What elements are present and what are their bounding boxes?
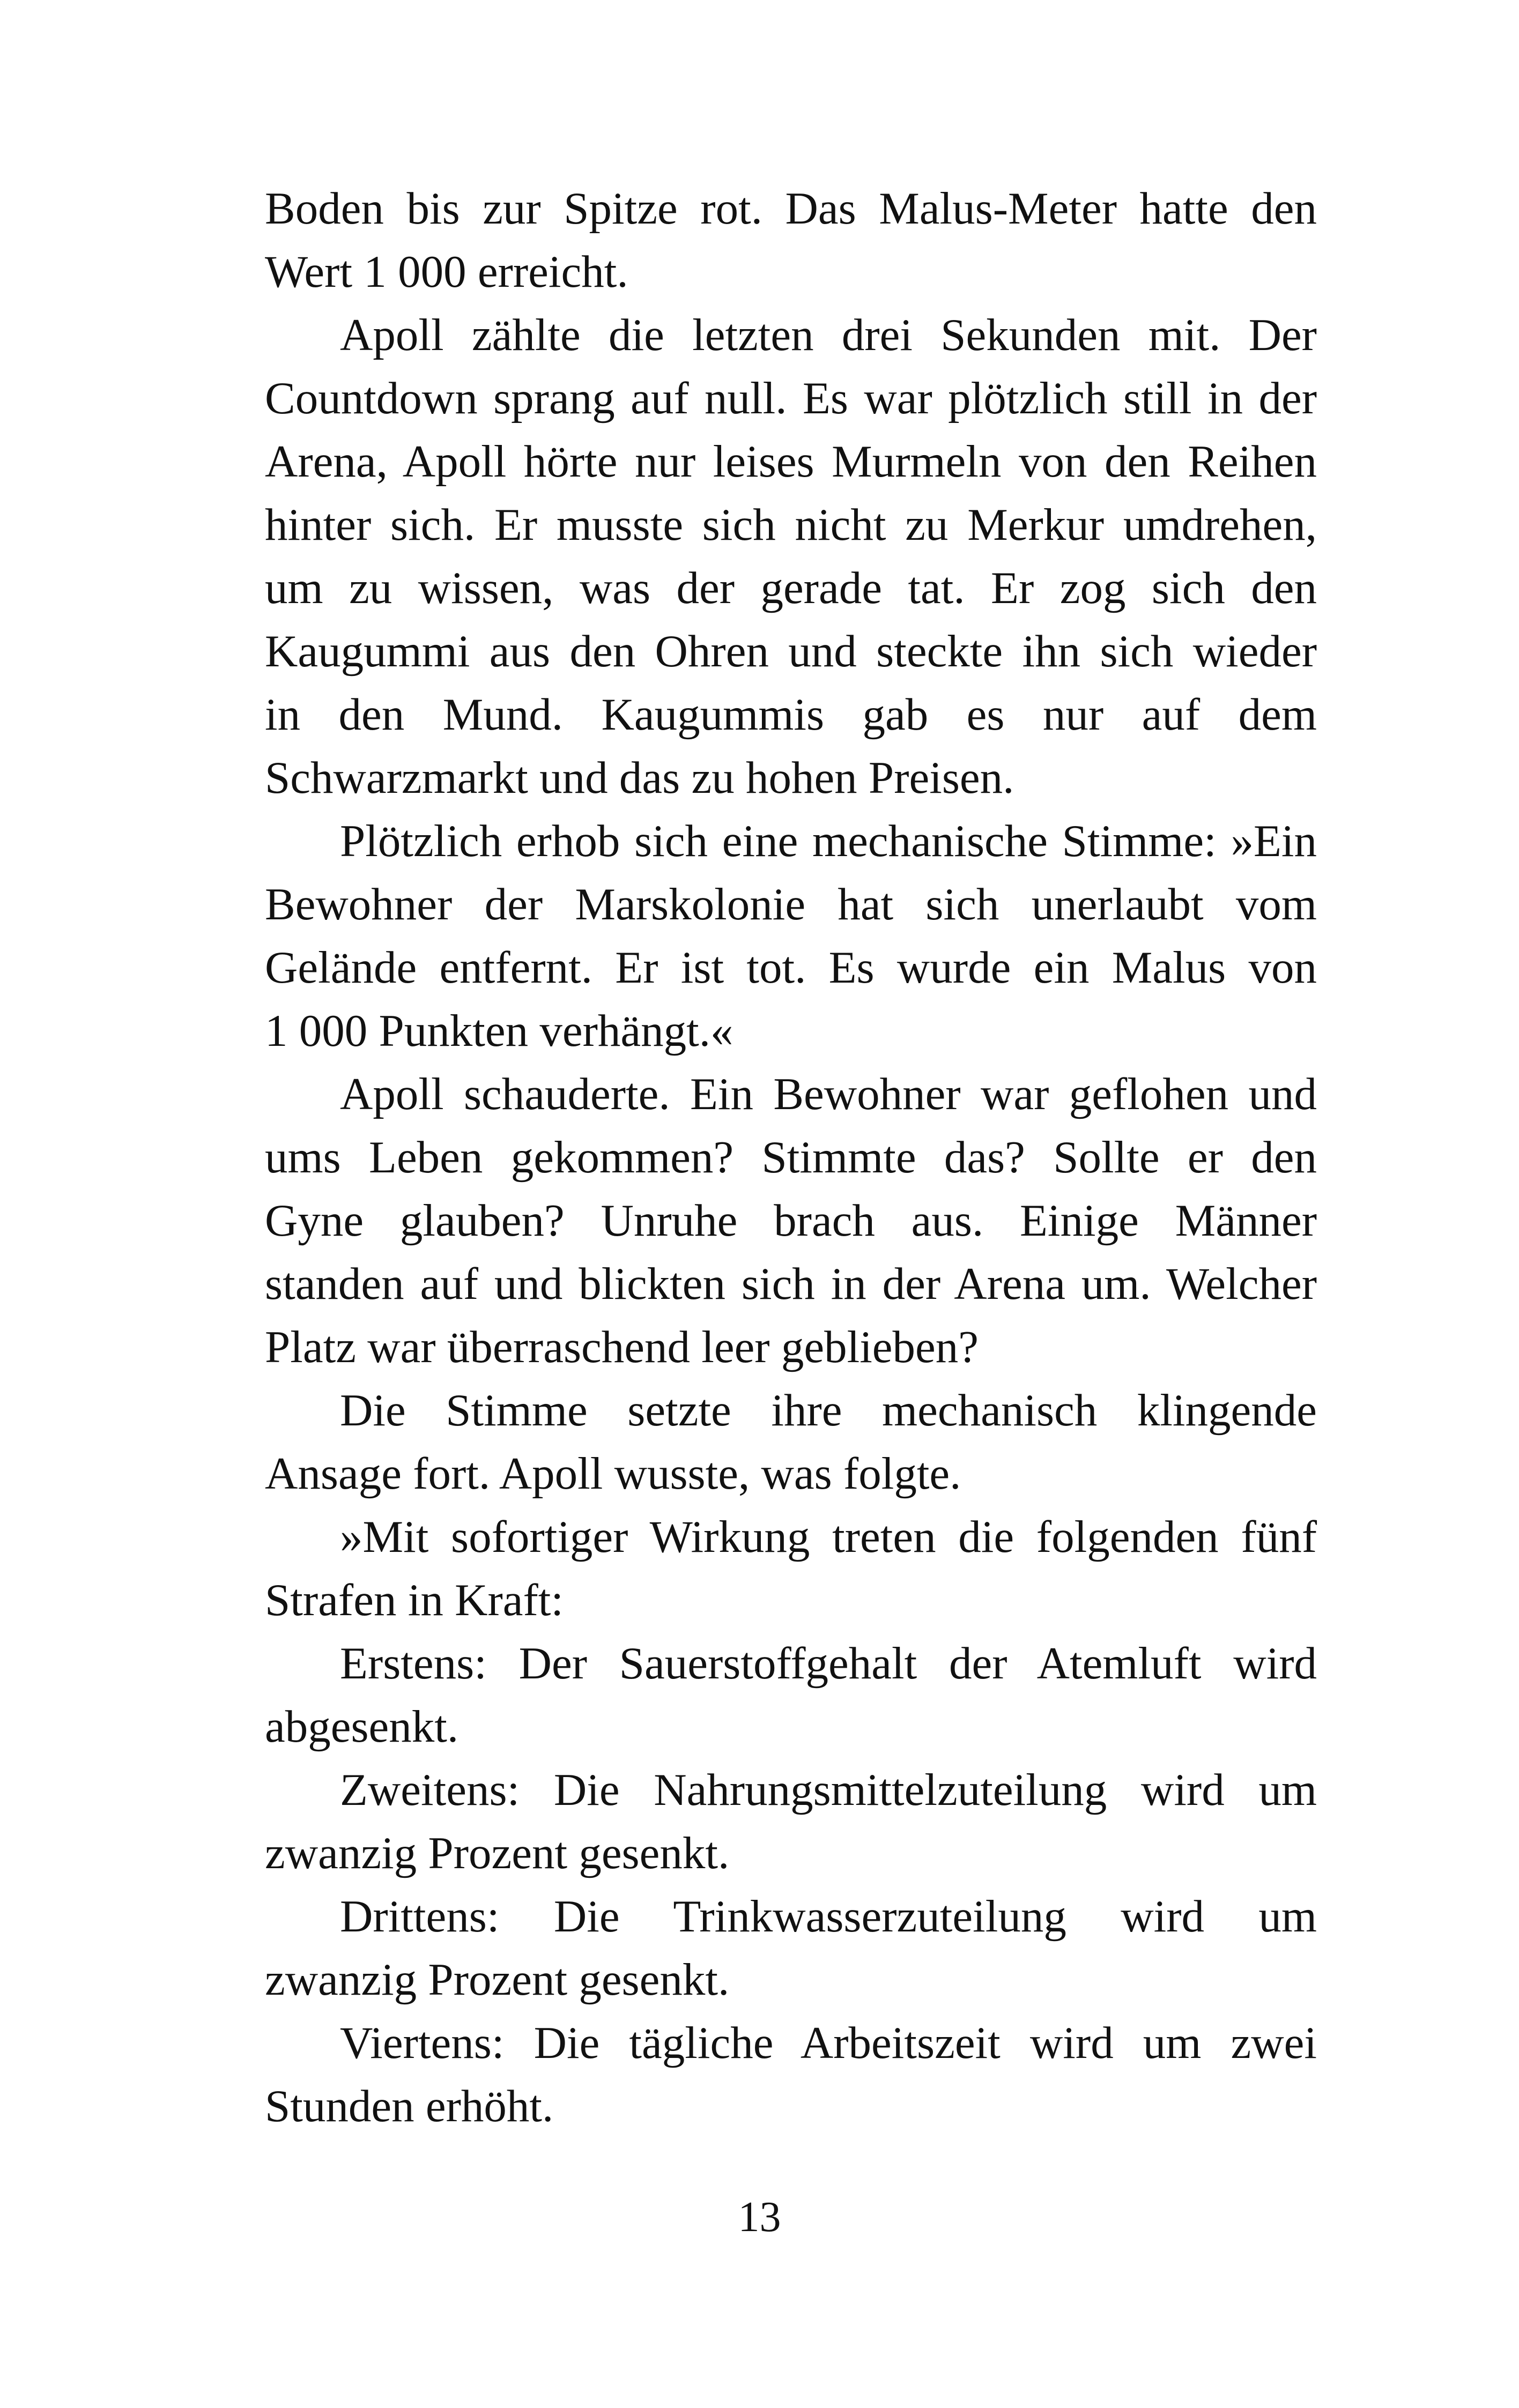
- text-line: Viertens: Die tägliche Arbeitszeit wird um zwei: [340, 2018, 1317, 2068]
- text-line: in den Mund. Kaugummis gab es nur auf dem: [265, 689, 1317, 740]
- text-line: Arena, Apoll hörte nur leises Murmeln von den Reihen: [265, 436, 1317, 487]
- text-line: Countdown sprang auf null. Es war plötzlich still in der: [265, 373, 1317, 423]
- text-line: Gyne glauben? Unruhe brach aus. Einige Männer: [265, 1195, 1317, 1246]
- text-line: 1 000 Punkten verhängt.«: [265, 1006, 733, 1056]
- text-line: Ansage fort. Apoll wusste, was folgte.: [265, 1448, 961, 1499]
- text-line: Apoll schauderte. Ein Bewohner war geflohen und: [340, 1069, 1317, 1119]
- text-line: Schwarzmarkt und das zu hohen Preisen.: [265, 753, 1014, 803]
- text-line: Plötzlich erhob sich eine mechanische Stimme: »Ein: [340, 816, 1317, 866]
- page-number: 13: [738, 2194, 781, 2241]
- text-line: Boden bis zur Spitze rot. Das Malus-Meter hatte den: [265, 183, 1317, 234]
- text-line: Die Stimme setzte ihre mechanisch klingende: [340, 1385, 1317, 1436]
- text-line: Strafen in Kraft:: [265, 1575, 564, 1625]
- text-line: ums Leben gekommen? Stimmte das? Sollte er den: [265, 1132, 1317, 1183]
- text-line: Drittens: Die Trinkwasserzuteilung wird um: [340, 1891, 1317, 1942]
- text-line: Erstens: Der Sauerstoffgehalt der Atemluft wird: [340, 1638, 1317, 1689]
- text-line: zwanzig Prozent gesenkt.: [265, 1954, 730, 2005]
- text-line: Platz war überraschend leer geblieben?: [265, 1322, 979, 1372]
- text-line: hinter sich. Er musste sich nicht zu Merkur umdrehen,: [265, 500, 1317, 550]
- text-line: um zu wissen, was der gerade tat. Er zog sich den: [265, 563, 1317, 613]
- text-line: »Mit sofortiger Wirkung treten die folgenden fünf: [340, 1512, 1317, 1562]
- text-line: Kaugummi aus den Ohren und steckte ihn sich wieder: [265, 626, 1317, 677]
- text-line: Stunden erhöht.: [265, 2081, 554, 2131]
- text-line: Wert 1 000 erreicht.: [265, 247, 628, 297]
- text-line: zwanzig Prozent gesenkt.: [265, 1828, 730, 1878]
- book-page-body: [265, 177, 1317, 2138]
- text-line: Zweitens: Die Nahrungsmittelzuteilung wird um: [340, 1765, 1317, 1815]
- text-line: Gelände entfernt. Er ist tot. Es wurde ein Malus von: [265, 942, 1317, 993]
- text-line: abgesenkt.: [265, 1701, 459, 1752]
- text-line: Bewohner der Marskolonie hat sich unerlaubt vom: [265, 879, 1317, 930]
- text-line: standen auf und blickten sich in der Arena um. Welcher: [265, 1259, 1317, 1309]
- text-line: Apoll zählte die letzten drei Sekunden mit. Der: [340, 310, 1317, 360]
